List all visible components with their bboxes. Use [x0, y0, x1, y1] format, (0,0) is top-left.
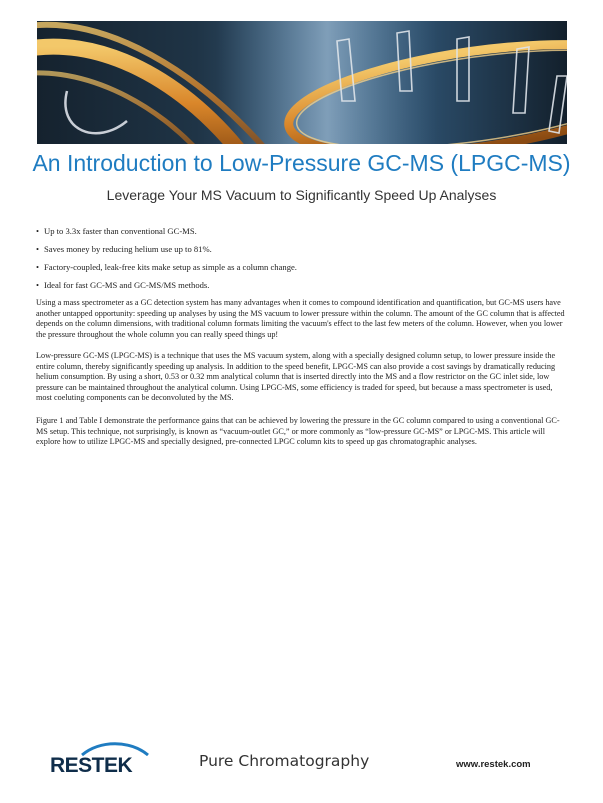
header-image — [37, 21, 567, 144]
list-item: • Saves money by reducing helium use up to 81%. — [36, 244, 576, 255]
body-paragraph: Figure 1 and Table I demonstrate the performance gains that can be achieved by lowering the pressure in the GC column compared to using a conventional GC-MS setup. This technique, not surprisingly, is known as “vacuum-outlet GC,” or more commonly as “low-pressure GC-MS” or LPGC-MS. This article will explore how to utilize LPGC-MS and specially designed, pre-connected LPGC column kits to speed up gas chromatographic analyses. — [36, 416, 560, 447]
page-title: An Introduction to Low-Pressure GC-MS (LPGC-MS) — [32, 150, 571, 176]
brand-logo: RESTEK — [50, 754, 133, 777]
website-link[interactable]: www.restek.com — [456, 759, 531, 770]
body-paragraph: Using a mass spectrometer as a GC detection system has many advantages when it comes to compound identification and quantification, but GC-MS users have another untapped opportunity: speeding up analyses by using the MS vacuum to lower pressure within the column. The amount of the GC column that is affected depends on the column dimensions, with traditional column formats limiting the vacuum's effect to the last few meters of the column. However, when you lower the pressure throughout the whole column you can really speed things up! — [36, 298, 565, 339]
page-subtitle: Leverage Your MS Vacuum to Significantly Speed Up Analyses — [106, 187, 497, 203]
list-item: • Up to 3.3x faster than conventional GC-MS. — [36, 226, 576, 237]
list-item: • Factory-coupled, leak-free kits make setup as simple as a column change. — [36, 262, 576, 273]
gc-column-coil-image — [37, 21, 567, 144]
body-paragraph: Low-pressure GC-MS (LPGC-MS) is a technique that uses the MS vacuum system, along with a specially designed column setup, to lower pressure inside the entire column, thereby significantly speeding up analysis. In addition to the speed benefit, LPGC-MS can also provide a cost savings by dramatically reducing helium consumption. By using a short, 0.53 or 0.32 mm analytical column that is inserted directly into the MS and a flow restrictor on the GC inlet side, low pressure can be maintained throughout the analytical column. Using LPGC-MS, some efficiency is traded for speed, but because a mass spectrometer is used, most coeluting components can be deconvoluted by the MS. — [36, 351, 556, 403]
footer — [0, 740, 603, 790]
brand-tagline: Pure Chromatography — [199, 752, 370, 770]
list-item: • Ideal for fast GC-MS and GC-MS/MS methods. — [36, 280, 576, 291]
feature-list — [36, 226, 576, 298]
